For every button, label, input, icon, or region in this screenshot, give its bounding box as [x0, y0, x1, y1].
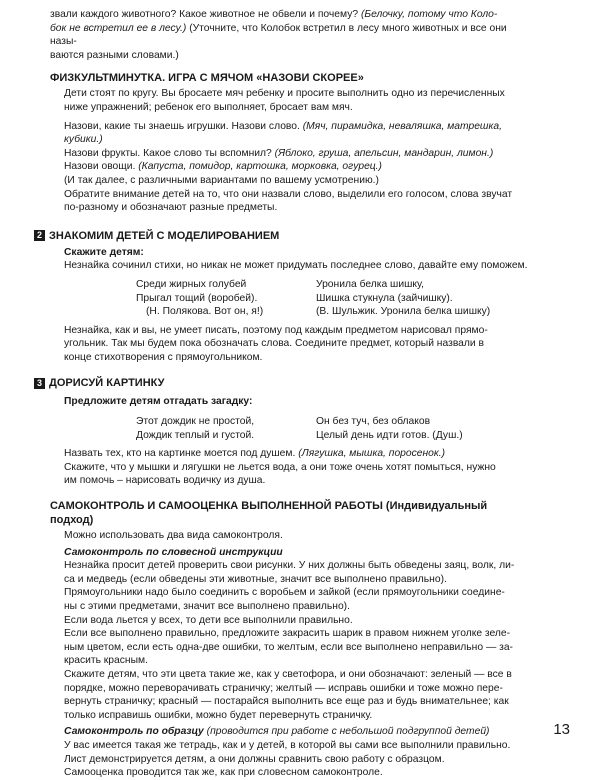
- self-line: Лист демонстрируется детям, а они должны сравнить свою работу с образцом.: [64, 753, 445, 765]
- self-line: вернуть страничку; красный — постарайся выполнить все еще раз и будь внимательнее; как: [64, 696, 509, 708]
- poem-line: Уронила белка шишку,: [316, 278, 424, 290]
- self-intro: Можно использовать два вида самоконтроля.: [64, 530, 283, 542]
- self-line: са и медведь (если обведены эти животные, значит все выполнено правильно).: [64, 573, 447, 585]
- self-sub-verbal: Самоконтроль по словесной инструкции: [64, 546, 283, 558]
- self-line: Прямоугольники надо было соединить с воробьем и зайкой (если прямоугольники соедине-: [64, 587, 505, 599]
- poem-line: Шишка стукнула (зайчишку).: [316, 292, 453, 304]
- s2-line: Незнайка, как и вы, не умеет писать, поэтому под каждым предметом нарисовал прямо-: [64, 324, 488, 336]
- self-sub-sample: [64, 725, 530, 739]
- s3-answer: (Лягушка, мышка, поросенок.): [298, 448, 446, 460]
- fiz-veg: Назови овощи.: [64, 161, 139, 173]
- section-number: 3: [34, 378, 45, 389]
- self-line: Если все выполнено правильно, предложите закрасить шарик в правом нижнем уголке зеле-: [64, 628, 511, 640]
- fiz-toys: Назови, какие ты знаешь игрушки. Назови слово.: [64, 120, 303, 132]
- s3-line: им помочь – нарисовать водичку из душа.: [64, 475, 266, 487]
- riddle-line: Он без туч, без облаков: [316, 416, 431, 428]
- section-title: ДОРИСУЙ КАРТИНКУ: [49, 377, 165, 390]
- poem-source: (Н. Полякова. Вот он, я!): [146, 306, 264, 318]
- page-content: [36, 8, 530, 780]
- poem-source: (В. Шульжик. Уронила белка шишку): [316, 306, 491, 318]
- intro-text-3: ваются разными словами.): [50, 49, 179, 61]
- self-line: Если вода льется у всех, то дети все выполнили правильно.: [64, 614, 353, 626]
- self-line: Незнайка просит детей проверить свои рисунки. У них должны быть обведены заяц, волк, ли-: [64, 560, 515, 572]
- intro-text-2: (Уточните, что Колобок встретил в лесу много животных и все они назы-: [50, 22, 507, 48]
- intro-answer: (Белочку, потому что Коло-: [360, 9, 498, 20]
- poem-right: [316, 278, 490, 319]
- intro-paragraph: [50, 8, 530, 62]
- poem-left: [136, 278, 316, 319]
- s2-intro: Незнайка сочинил стихи, но никак не может придумать последнее слово, давайте ему поможем.: [64, 260, 528, 272]
- section-number: 2: [34, 230, 45, 241]
- page-number: 13: [553, 721, 570, 738]
- riddle-right: [316, 415, 463, 442]
- fiz-note: Обратите внимание детей на то, что они назвали слово, выделили его голосом, слова звучат: [64, 188, 513, 200]
- s2-line: конце стихотворения с прямоугольником.: [64, 351, 263, 363]
- section-2-heading: [34, 229, 530, 243]
- fiz-etc: (И так далее, с различными вариантами по вашему усмотрению.): [64, 174, 379, 186]
- fiz-paragraph: [64, 87, 530, 114]
- s3-line: Скажите, что у мышки и лягушки не льется вода, а они тоже очень хотят помыться, нужно: [64, 461, 496, 473]
- fiz-heading: ФИЗКУЛЬТМИНУТКА. ИГРА С МЯЧОМ «НАЗОВИ СКОРЕЕ»: [50, 72, 364, 85]
- say-to-children: Скажите детям:: [64, 246, 144, 258]
- s2-line: угольник. Так мы будем пока обозначать слова. Соедините предмет, который назвали в: [64, 338, 484, 350]
- poem-line: Среди жирных голубей: [136, 278, 247, 290]
- s3-text: Назвать тех, кто на картинке моется под душем.: [64, 448, 299, 460]
- poem-line: Прыгал тощий (воробей).: [136, 292, 258, 304]
- self-line: только исправишь ошибки, можно будет перевернуть страничку.: [64, 709, 373, 721]
- riddle-left: [136, 415, 316, 442]
- fiz-line: ниже упражнений; ребенок его выполняет, бросает вам мяч.: [64, 101, 353, 113]
- fiz-note: по-разному и обозначают разные предметы.: [64, 202, 278, 214]
- self-line: Скажите детям, что эти цвета такие же, как у светофора, и они обозначают: зеленый — все в: [64, 668, 512, 680]
- poem-block: [136, 278, 530, 319]
- self-line: Самооценка проводится так же, как при словесном самоконтроле.: [64, 767, 383, 779]
- intro-answer-cont: бок не встретил ее в лесу.): [50, 22, 187, 34]
- s3-paragraph: [64, 447, 530, 488]
- riddle-line: Целый день идти готов. (Душ.): [316, 429, 463, 441]
- self-sample-text: [64, 739, 530, 780]
- self-verbal-text: [64, 559, 530, 722]
- fiz-toys-answer: (Мяч, пирамидка, неваляшка, матрешка, кубики.): [64, 120, 502, 146]
- fiz-exercises: [64, 120, 530, 215]
- section-title: ЗНАКОМИМ ДЕТЕЙ С МОДЕЛИРОВАНИЕМ: [49, 229, 280, 242]
- s2-paragraph: [64, 324, 530, 365]
- section-3-heading: [34, 376, 530, 390]
- riddle-line: Дождик теплый и густой.: [136, 429, 255, 441]
- riddle-block: [136, 415, 530, 442]
- self-line: порядке, можно переворачивать страничку; желтый — исправь ошибки и тоже можно пере-: [64, 682, 503, 694]
- riddle-intro: Предложите детям отгадать загадку:: [64, 396, 253, 408]
- self-line: ным цветом, если есть одна-две ошибки, то желтым, если все выполнено неправильно — за-: [64, 641, 513, 653]
- fiz-fruits-answer: (Яблоко, груша, апельсин, мандарин, лимон.): [274, 147, 494, 159]
- self-sub-sample-title: Самоконтроль по образцу: [64, 726, 204, 738]
- self-line: красить красным.: [64, 655, 148, 667]
- self-line: У вас имеется такая же тетрадь, как и у детей, в которой вы сами все выполнили правильно.: [64, 739, 511, 751]
- riddle-line: Этот дождик не простой,: [136, 416, 255, 428]
- self-control-heading: САМОКОНТРОЛЬ И САМООЦЕНКА ВЫПОЛНЕННОЙ РАБОТЫ (Индивидуальный подход): [50, 500, 488, 527]
- self-sub-sample-note: (проводится при работе с небольшой подгруппой детей): [203, 726, 490, 738]
- fiz-veg-answer: (Капуста, помидор, картошка, морковка, огурец.): [138, 161, 382, 173]
- self-line: ны с этими предметами, значит все выполнено правильно).: [64, 601, 350, 612]
- fiz-line: Дети стоят по кругу. Вы бросаете мяч ребенку и просите выполнить одно из перечисленных: [64, 88, 505, 100]
- intro-text: звали каждого животного? Какое животное не обвели и почему?: [50, 9, 361, 20]
- fiz-fruits: Назови фрукты. Какое слово ты вспомнил?: [64, 147, 275, 159]
